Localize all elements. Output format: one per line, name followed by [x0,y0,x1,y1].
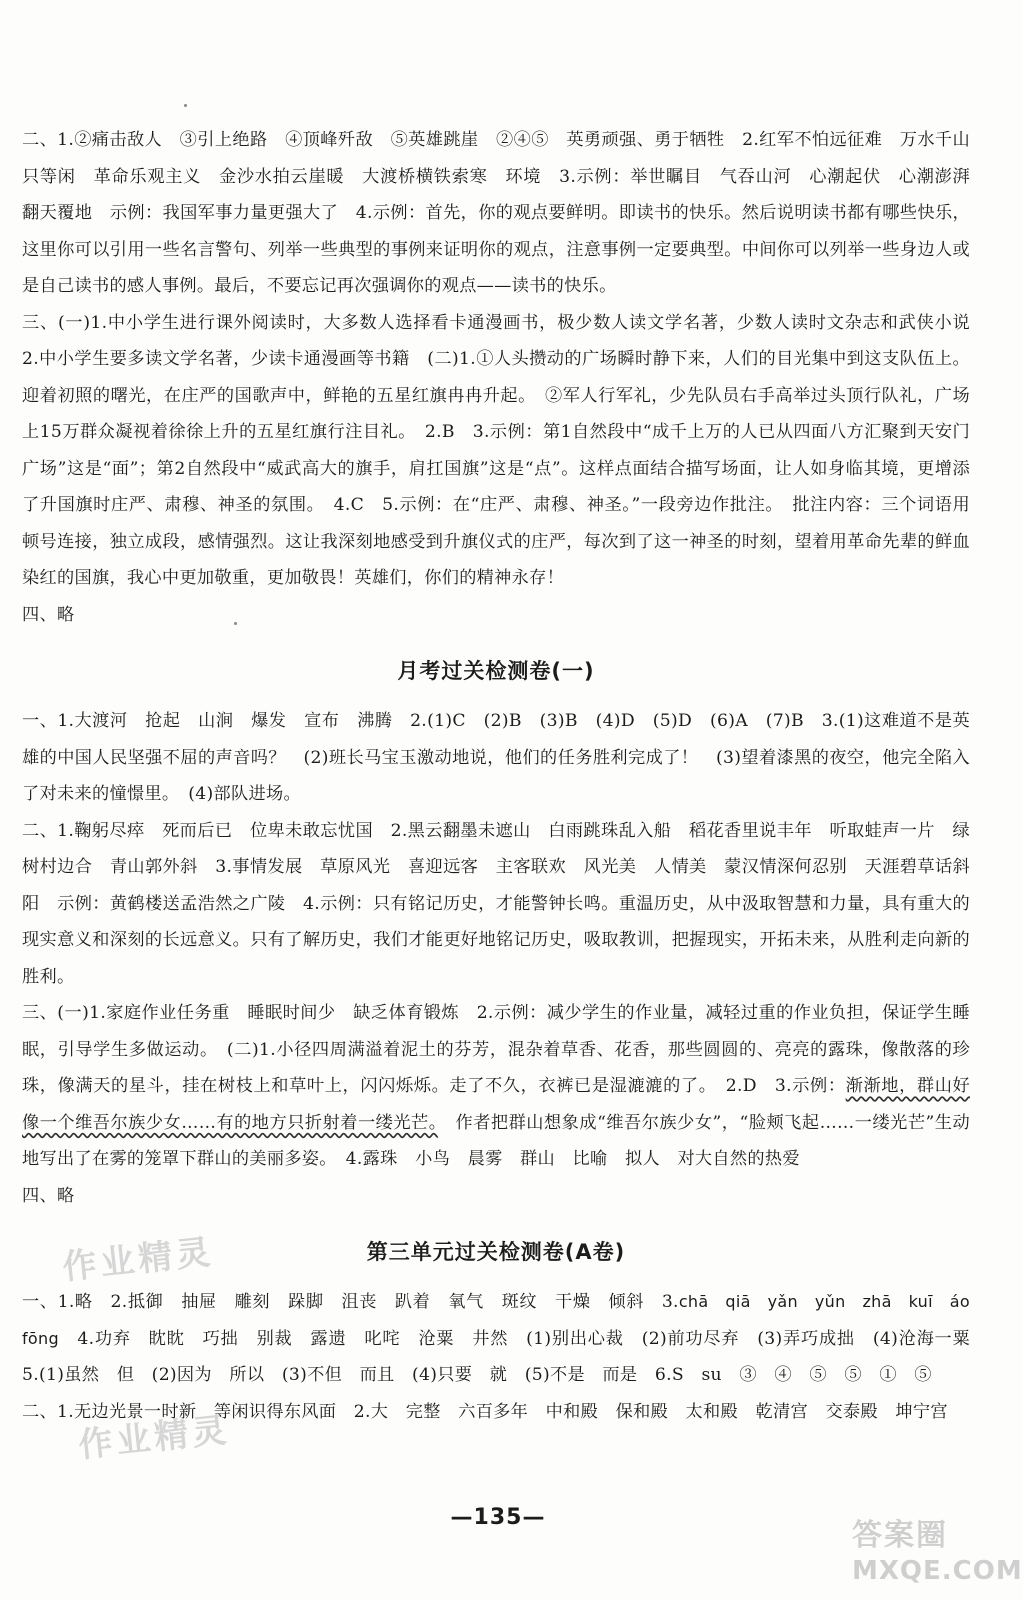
answer-paragraph [22,1284,988,1394]
answer-paragraph: 四、略 [22,1185,75,1206]
answer-text: 一、1.略 2.抵御 抽屉 雕刻 跺脚 沮丧 趴着 氧气 斑纹 干燥 倾斜 3. [22,1292,679,1312]
answer-paragraph: 二、1.无边光景一时新 等闲识得东风面 2.大 完整 六百多年 中和殿 保和殿 太和殿 乾清宫 交泰殿 坤宁宫 [22,1401,948,1422]
pinyin-answers: chā qiā yǎn yǔn zhā kuī áo fōng [22,1292,987,1348]
section-heading: 月考过关检测卷(一) [397,659,595,683]
watermark-logo-url: MXQE.COM [852,1556,1023,1586]
answer-text: 作者把群山想象成“维吾尔族少女”，“脸颊飞起……一缕光芒”生动地写出了在雾的笼罩下群山的美丽多姿。 4.露珠 小鸟 晨雾 群山 比喻 拟人 对大自然的热爱 [22,1112,970,1169]
watermark-logo-text: 答案圈 [852,1518,948,1553]
watermark-text: 作业精灵 [76,1410,233,1466]
answer-paragraph: 一、1.大渡河 抢起 山涧 爆发 宣布 沸腾 2.(1)C (2)B (3)B (4)D (5)D (6)A (7)B 3.(1)这难道不是英雄的中国人民坚强不屈的声音吗？ (2)班长马宝玉激动地说，他们的任务胜利完成了！ (3)望着漆黑的夜空，他完全陷入了对未来的憧憬里。 (4)部队进场。 [22,711,970,804]
answer-paragraph: 二、1.鞠躬尽瘁 死而后已 位卑未敢忘忧国 2.黑云翻墨未遮山 白雨跳珠乱入船 稻花香里说丰年 听取蛙声一片 绿树村边合 青山郭外斜 3.事情发展 草原风光 喜迎远客 主客联欢 风光美 人情美 蒙汉情深何忍别 天涯碧草话斜阳 示例：黄鹤楼送孟浩然之广陵 4.示例：只有铭记历史，才能警钟长鸣。重温历史，从中汲取智慧和力量，具有重大的现实意义和深刻的长远意义。只有了解历史，我们才能更好地铭记历史，吸取教训，把握现实，开拓未来，从胜利走向新的胜利。 [22,820,970,987]
watermark-logo [852,1510,1023,1590]
watermark-text: 作业精灵 [60,1232,217,1288]
answer-paragraph [22,995,970,1178]
answer-paragraph: 三、(一)1.中小学生进行课外阅读时，大多数人选择看卡通漫画书，极少数人读文学名著，少数人读时文杂志和武侠小说 2.中小学生要多读文学名著，少读卡通漫画等书籍 (二)1.①人头攒动的广场瞬时静下来，人们的目光集中到这支队伍上。迎着初照的曙光，在庄严的国歌声中，鲜艳的五星红旗冉冉升起。 ②军人行军礼，少先队员右手高举过头顶行队礼，广场上15万群众凝视着徐徐上升的五星红旗行注目礼。 2.B 3.示例：第1自然段中“成千上万的人已从四面八方汇聚到天安门广场”这是“面”；第2自然段中“威武高大的旗手，肩扛国旗”这是“点”。这样点面结合描写场面，让人如身临其境，更增添了升国旗时庄严、肃穆、神圣的氛围。 4.C 5.示例：在“庄严、肃穆、神圣。”一段旁边作批注。 批注内容：三个词语用顿号连接，独立成段，感情强烈。这让我深刻地感受到升旗仪式的庄严，每次到了这一神圣的时刻，望着用革命先辈的鲜血染红的国旗，我心中更加敬重，更加敬畏！英雄们，你们的精神永存！ [22,312,988,588]
answer-paragraph: 二、1.②痛击敌人 ③引上绝路 ④顶峰歼敌 ⑤英雄跳崖 ②④⑤ 英勇顽强、勇于牺牲 2.红军不怕远征难 万水千山只等闲 革命乐观主义 金沙水拍云崖暖 大渡桥横铁索寒 环境 3.示例：举世瞩目 气吞山河 心潮起伏 心潮澎湃 翻天覆地 示例：我国军事力量更强大了 4.示例：首先，你的观点要鲜明。即读书的快乐。然后说明读书都有哪些快乐，这里你可以引用一些名言警句、列举一些典型的事例来证明你的观点，注意事例一定要典型。中间你可以列举一些身边人或是自己读书的感人事例。最后，不要忘记再次强调你的观点——读书的快乐。 [22,130,988,296]
scan-speck [184,104,187,107]
answer-text: 4.功弃 眈眈 巧拙 别裁 露遗 叱咤 沧粟 井然 (1)别出心裁 (2)前功尽弃 (3)弄巧成拙 (4)沧海一粟 5.(1)虽然 但 (2)因为 所以 (3)不但 而且 (4)只要 就 (5)不是 而是 6.S su ③ ④ ⑤ ⑤ ① ⑤ [22,1328,988,1385]
page-number: —135— [450,1505,546,1530]
answer-text: 三、(一)1.家庭作业任务重 睡眠时间少 缺乏体育锻炼 2.示例：减少学生的作业量，减轻过重的作业负担，保证学生睡眠，引导学生多做运动。 (二)1.小径四周满溢着泥土的芬芳，混杂着草香、花香，那些圆圆的、亮亮的露珠，像散落的珍珠，像满天的星斗，挂在树枝上和草叶上，闪闪烁烁。走了不久，衣裤已是湿漉漉的了。 2.D 3.示例： [22,1003,970,1096]
wavy-underlined-text: 渐渐地，群山好像一个维吾尔族少女……有的地方只折射着一缕光芒。 [22,1076,970,1133]
section-heading: 第三单元过关检测卷(A卷) [366,1240,626,1264]
answer-paragraph: 四、略 [22,604,75,625]
